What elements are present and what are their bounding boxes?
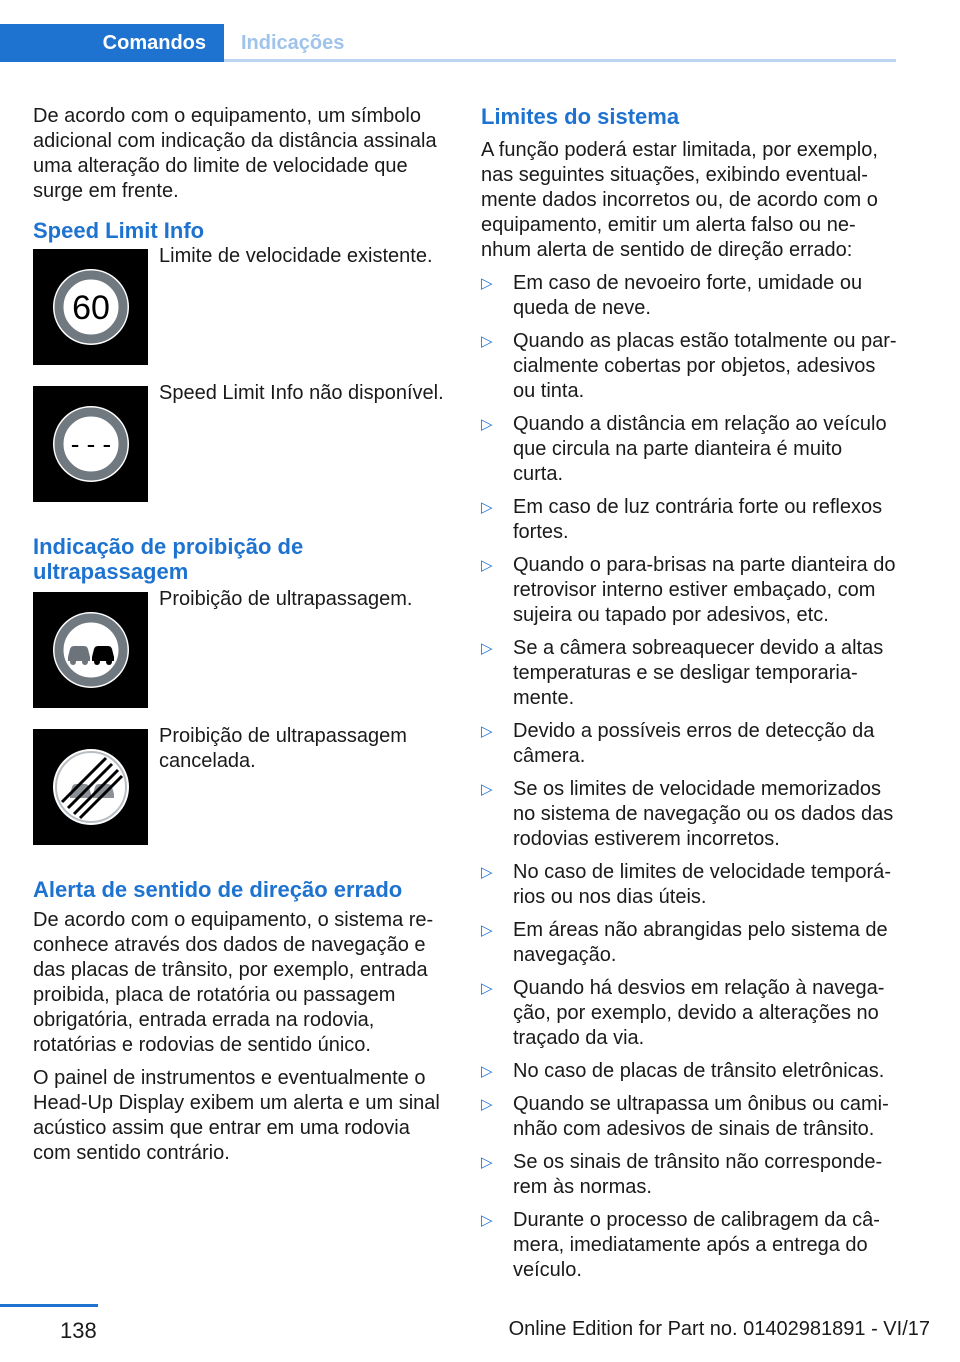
bullet-triangle-icon: ▷ — [481, 333, 493, 350]
list-item — [481, 553, 897, 628]
sign-caption: Limite de velocidade existente. — [159, 245, 433, 267]
list-item — [481, 1092, 897, 1142]
bullet-triangle-icon: ▷ — [481, 640, 493, 657]
bullet-triangle-icon: ▷ — [481, 864, 493, 881]
list-item — [481, 412, 897, 487]
bullet-triangle-icon: ▷ — [481, 1063, 493, 1080]
left-column — [33, 104, 444, 1180]
bullet-triangle-icon: ▷ — [481, 723, 493, 740]
sign-row-overtaking-cancelled — [33, 725, 441, 845]
wrong-way-paragraph-2: O painel de instrumentos e eventualmente o Head-Up Display exibem um alerta e um sinal acústico assim que entrar em uma rodovia com sentido contrário. — [33, 1067, 440, 1164]
list-item-text: Em caso de nevoeiro forte, umidade ou queda de neve. — [513, 272, 863, 319]
system-limits-list — [481, 271, 897, 1283]
speed-limit-heading: Speed Limit Info — [33, 218, 205, 243]
list-item-text: Se a câmera sobreaquecer devido a altas temperaturas e se desligar temporariamente. — [513, 637, 884, 709]
list-item-text: Devido a possíveis erros de detecção da câmera. — [513, 720, 875, 767]
tab-underline — [224, 59, 896, 62]
section-tabs — [0, 0, 960, 62]
tab-indicacoes[interactable]: Indicações — [241, 31, 345, 54]
bullet-triangle-icon: ▷ — [481, 1096, 493, 1113]
list-item-text: Quando se ultrapassa um ônibus ou caminhão com adesivos de sinais de trânsito. — [513, 1093, 889, 1140]
list-item-text: Se os sinais de trânsito não corresponderem às normas. — [513, 1151, 883, 1198]
wrong-way-heading: Alerta de sentido de direção errado — [33, 877, 403, 902]
speed-limit-sign-icon — [33, 249, 148, 365]
list-item — [481, 636, 897, 711]
bullet-triangle-icon: ▷ — [481, 416, 493, 433]
list-item — [481, 1150, 897, 1200]
sign-dash-text: - - - — [70, 429, 111, 459]
list-item — [481, 976, 897, 1051]
list-item-text: Em áreas não abrangidas pelo sistema de navegação. — [513, 919, 888, 966]
edition-note: Online Edition for Part no. 01402981891 - VI/17 — [508, 1318, 930, 1340]
list-item — [481, 777, 897, 852]
sign-row-speed-60 — [33, 245, 441, 365]
list-item-text: Quando o para-brisas na parte dianteira do retrovisor interno estiver embaçado, com sujeira ou tapado por adesivos, etc. — [513, 554, 896, 626]
bullet-triangle-icon: ▷ — [481, 781, 493, 798]
sign-value-text: 60 — [71, 289, 110, 327]
list-item — [481, 495, 897, 545]
bullet-triangle-icon: ▷ — [481, 557, 493, 574]
page-number: 138 — [60, 1318, 97, 1343]
system-limits-intro: A função poderá estar limitada, por exemplo, nas seguintes situações, exibindo eventualmente dados incorretos ou, de acordo com o equipamento, emitir um alerta falso ou nenhum alerta de sentido de direção errado: — [481, 139, 878, 261]
list-item-text: Em caso de luz contrária forte ou reflexos fortes. — [513, 496, 883, 543]
speed-limit-unavailable-icon — [33, 386, 148, 502]
bullet-triangle-icon: ▷ — [481, 1212, 493, 1229]
bullet-triangle-icon: ▷ — [481, 1154, 493, 1171]
sign-row-no-overtaking — [33, 588, 441, 708]
list-item — [481, 1208, 897, 1283]
bullet-triangle-icon: ▷ — [481, 922, 493, 939]
footer-rule — [0, 1304, 98, 1307]
list-item-text: No caso de limites de velocidade temporários ou nos dias úteis. — [513, 861, 891, 908]
list-item-text: Quando as placas estão totalmente ou parcialmente cobertas por objetos, adesivos ou tinta. — [513, 330, 897, 402]
list-item — [481, 271, 897, 321]
sign-caption: Proibição de ultrapassagem cancelada. — [159, 725, 407, 772]
list-item-text: Durante o processo de calibragem da câmera, imediatamente após a entrega do veículo. — [513, 1209, 880, 1281]
end-of-no-overtaking-sign-icon — [33, 729, 148, 845]
intro-paragraph: De acordo com o equipamento, um símbolo adicional com indicação da distância assinala uma alteração do limite de velocidade que surge em frente. — [33, 105, 437, 202]
list-item — [481, 1059, 897, 1084]
list-item-text: Se os limites de velocidade memorizados no sistema de navegação ou os dados das rodovias estiverem incorretos. — [513, 778, 894, 850]
bullet-triangle-icon: ▷ — [481, 499, 493, 516]
no-overtaking-sign-icon — [33, 592, 148, 708]
right-column — [481, 104, 897, 1291]
list-item-text: No caso de placas de trânsito eletrônicas. — [513, 1060, 885, 1082]
list-item — [481, 860, 897, 910]
overtaking-heading: Indicação de proibição de ultrapassagem — [33, 534, 304, 584]
bullet-triangle-icon: ▷ — [481, 275, 493, 292]
list-item — [481, 329, 897, 404]
system-limits-heading: Limites do sistema — [481, 104, 680, 129]
list-item-text: Quando há desvios em relação à navegação, por exemplo, devido a alterações no traçado da via. — [513, 977, 885, 1049]
sign-caption: Speed Limit Info não disponível. — [159, 382, 444, 404]
wrong-way-paragraph-1: De acordo com o equipamento, o sistema reconhece através dos dados de navegação e das placas de trânsito, por exemplo, entrada proibida, placa de rotatória ou passagem obrigatória, entrada errada na rodovia, rotatórias e rodovias de sentido único. — [33, 909, 434, 1056]
list-item-text: Quando a distância em relação ao veículo que circula na parte dianteira é muito curta. — [513, 413, 887, 485]
bullet-triangle-icon: ▷ — [481, 980, 493, 997]
sign-caption: Proibição de ultrapassagem. — [159, 588, 413, 610]
list-item — [481, 918, 897, 968]
tab-comandos[interactable]: Comandos — [0, 24, 224, 62]
sign-row-speed-unavailable — [33, 382, 444, 502]
list-item — [481, 719, 897, 769]
